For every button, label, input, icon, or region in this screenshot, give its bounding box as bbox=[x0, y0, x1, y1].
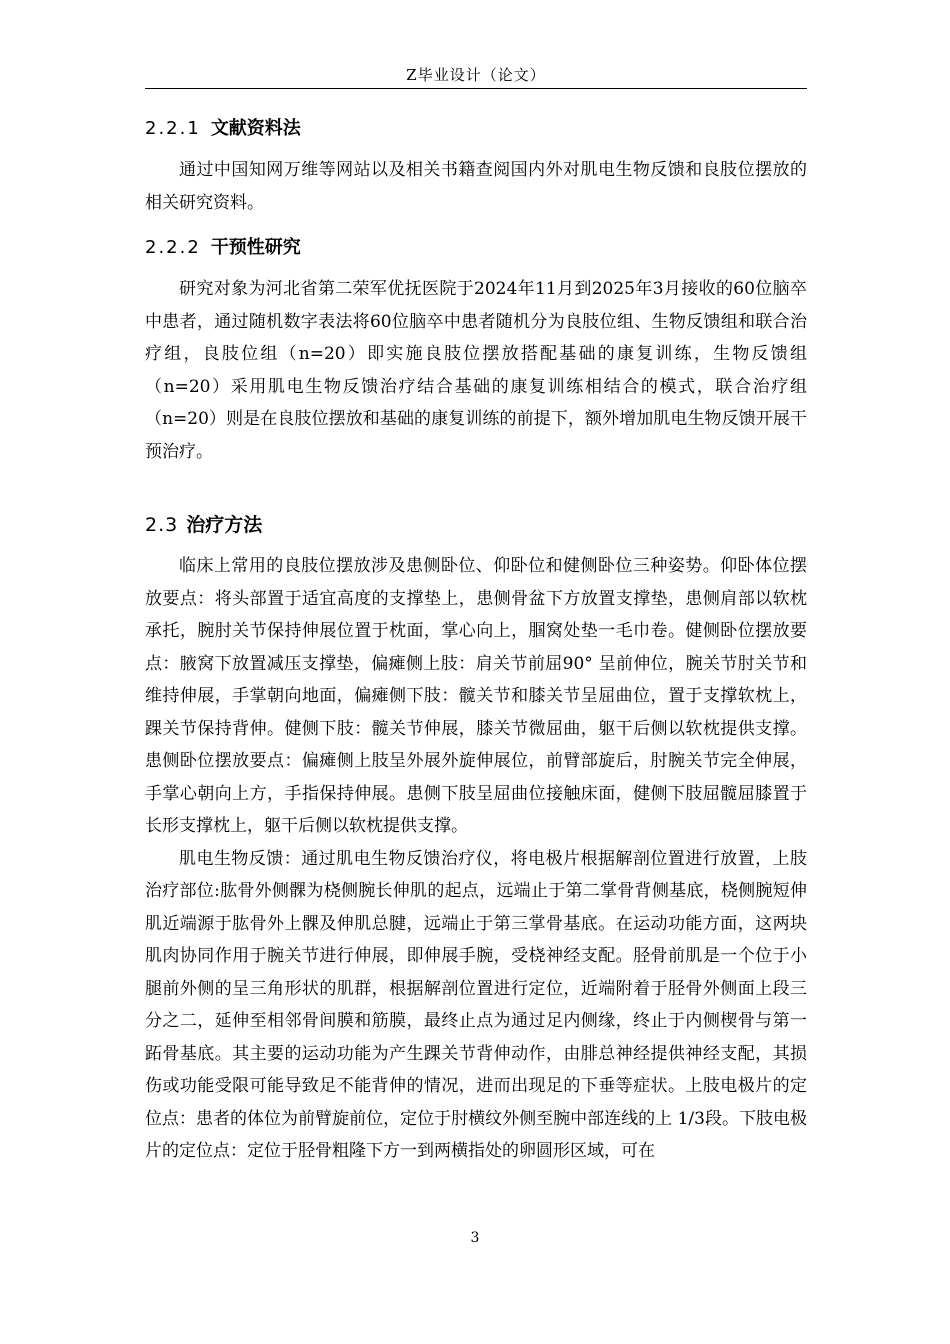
heading-2-2-1 bbox=[145, 114, 807, 144]
paragraph-literature: 通过中国知网万维等网站以及相关书籍查阅国内外对肌电生物反馈和良肢位摆放的相关研究资料。 bbox=[145, 160, 807, 213]
heading-number: 2.2.2 bbox=[145, 237, 201, 258]
page-header bbox=[145, 62, 807, 89]
heading-number: 2.2.1 bbox=[145, 118, 201, 139]
page-content bbox=[145, 114, 807, 1168]
heading-number: 2.3 bbox=[145, 514, 179, 536]
paragraph-emg-biofeedback: 肌电生物反馈：通过肌电生物反馈治疗仪，将电极片根据解剖位置进行放置，上肢治疗部位:肱骨外侧髁为桡侧腕长伸肌的起点，远端止于第二掌骨背侧基底，桡侧腕短伸肌近端源于肱骨外上髁及伸肌总腱，远端止于第三掌骨基底。在运动功能方面，这两块肌肉协同作用于腕关节进行伸展，即伸展手腕，受桡神经支配。胫骨前肌是一个位于小腿前外侧的呈三角形状的肌群，根据解剖位置进行定位，近端附着于胫骨外侧面上段三分之二，延伸至相邻骨间膜和筋膜，最终止点为通过足内侧缘，终止于内侧楔骨与第一跖骨基底。其主要的运动功能为产生踝关节背伸动作，由腓总神经提供神经支配，其损伤或功能受限可能导致足不能背伸的情况，进而出现足的下垂等症状。上肢电极片的定位点：患者的体位为前臂旋前位，定位于肘横纹外侧至腕中部连线的上 1/3段。下肢电极片的定位点：定位于胫骨粗隆下方一到两横指处的卵圆形区域，可在 bbox=[145, 848, 807, 1161]
heading-title: 文献资料法 bbox=[210, 118, 301, 139]
heading-title: 干预性研究 bbox=[210, 237, 301, 258]
page-number: 3 bbox=[470, 1230, 480, 1246]
heading-title: 治疗方法 bbox=[186, 514, 263, 536]
paragraph-positioning: 临床上常用的良肢位摆放涉及患侧卧位、仰卧位和健侧卧位三种姿势。仰卧体位摆放要点：将头部置于适宜高度的支撑垫上，患侧骨盆下方放置支撑垫，患侧肩部以软枕承托，腕肘关节保持伸展位置于枕面，掌心向上，腘窝处垫一毛巾卷。健侧卧位摆放要点：腋窝下放置减压支撑垫，偏瘫侧上肢：肩关节前屈90° 呈前伸位，腕关节肘关节和维持伸展，手掌朝向地面，偏瘫侧下肢：髋关节和膝关节呈屈曲位，置于支撑软枕上，踝关节保持背伸。健侧下肢：髋关节伸展，膝关节微屈曲，躯干后侧以软枕提供支撑。患侧卧位摆放要点：偏瘫侧上肢呈外展外旋伸展位，前臂部旋后，肘腕关节完全伸展，手掌心朝向上方，手指保持伸展。患侧下肢呈屈曲位接触床面，健侧下肢屈髋屈膝置于长形支撑枕上，躯干后侧以软枕提供支撑。 bbox=[145, 556, 807, 836]
heading-2-2-2 bbox=[145, 233, 807, 263]
paragraph-intervention: 研究对象为河北省第二荣军优抚医院于2024年11月到2025年3月接收的60位脑卒中患者，通过随机数字表法将60位脑卒中患者随机分为良肢位组、生物反馈组和联合治疗组，良肢位组（n=20）即实施良肢位摆放搭配基础的康复训练，生物反馈组（n=20）采用肌电生物反馈治疗结合基础的康复训练相结合的模式，联合治疗组（n=20）则是在良肢位摆放和基础的康复训练的前提下，额外增加肌电生物反馈开展干预治疗。 bbox=[145, 279, 807, 462]
heading-2-3 bbox=[145, 510, 807, 540]
header-title: Z毕业设计（论文） bbox=[406, 66, 546, 84]
